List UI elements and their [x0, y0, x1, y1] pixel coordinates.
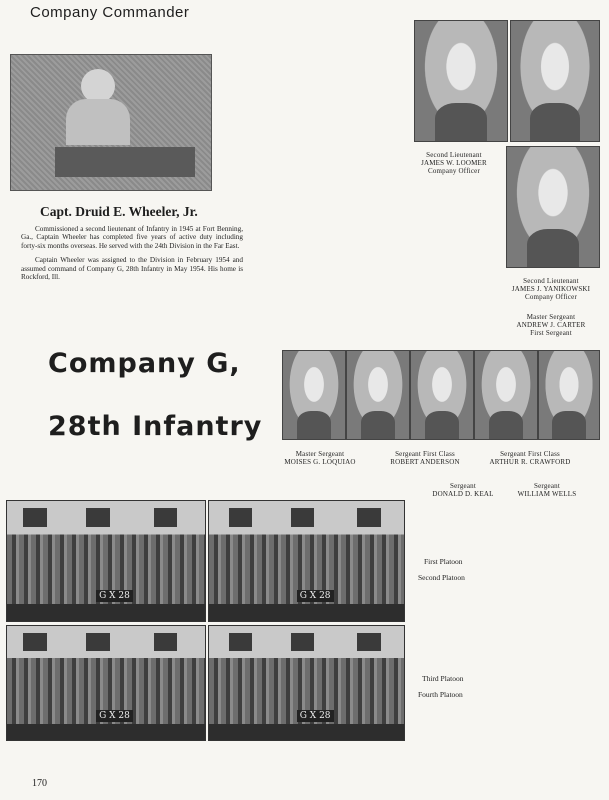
nco-portrait: [538, 350, 600, 440]
officer-portrait: [506, 146, 600, 268]
platoon-sign: G X 28: [96, 710, 133, 722]
nco-portrait: [282, 350, 346, 440]
fourth-platoon-photo: [208, 625, 405, 741]
nco-caption: Master Sergeant MOISES G. LOQUIAO: [284, 450, 356, 466]
third-platoon-label: Third Platoon: [422, 674, 464, 683]
fourth-platoon-label: Fourth Platoon: [418, 690, 463, 699]
bio-paragraph: Commissioned a second lieutenant of Infantry in 1945 at Fort Benning, Ga., Captain Wheeler has completed five years of active duty including forty-six months overseas. He served with the 24th Division in the Far East.: [21, 225, 243, 250]
page-number: 170: [32, 778, 47, 789]
officer-portrait: [510, 20, 600, 142]
nco-portrait: [474, 350, 538, 440]
unit-title-line1: Company G,: [48, 348, 241, 379]
nco-caption: Sergeant First Class ROBERT ANDERSON: [390, 450, 460, 466]
first-sergeant-caption: Master Sergeant ANDREW J. CARTER First Sergeant: [516, 313, 586, 337]
officer-portrait: [414, 20, 508, 142]
first-platoon-photo: [6, 500, 206, 622]
bio-paragraph: Captain Wheeler was assigned to the Division in February 1954 and assumed command of Company G, 28th Infantry in May 1954. His home is Rockford, Ill.: [21, 256, 243, 282]
second-platoon-photo: [208, 500, 405, 622]
commander-photo: [10, 54, 212, 191]
platoon-sign: G X 28: [297, 590, 334, 602]
officer-caption: Second Lieutenant JAMES W. LOOMER Company Officer: [421, 151, 487, 175]
nco-portrait: [346, 350, 410, 440]
first-platoon-label: First Platoon: [424, 557, 463, 566]
section-title: Company Commander: [30, 4, 190, 21]
platoon-sign: G X 28: [297, 710, 334, 722]
nco-caption: Sergeant First Class ARTHUR R. CRAWFORD: [489, 450, 571, 466]
unit-title-line2: 28th Infantry: [48, 411, 263, 442]
nco-caption: Sergeant WILLIAM WELLS: [517, 482, 577, 498]
platoon-sign: G X 28: [96, 590, 133, 602]
nco-caption: Sergeant DONALD D. KEAL: [432, 482, 494, 498]
second-platoon-label: Second Platoon: [418, 573, 465, 582]
officer-caption: Second Lieutenant JAMES J. YANIKOWSKI Company Officer: [511, 277, 591, 301]
nco-portrait: [410, 350, 474, 440]
commander-bio: [21, 225, 243, 287]
third-platoon-photo: [6, 625, 206, 741]
commander-name: Capt. Druid E. Wheeler, Jr.: [40, 204, 198, 219]
